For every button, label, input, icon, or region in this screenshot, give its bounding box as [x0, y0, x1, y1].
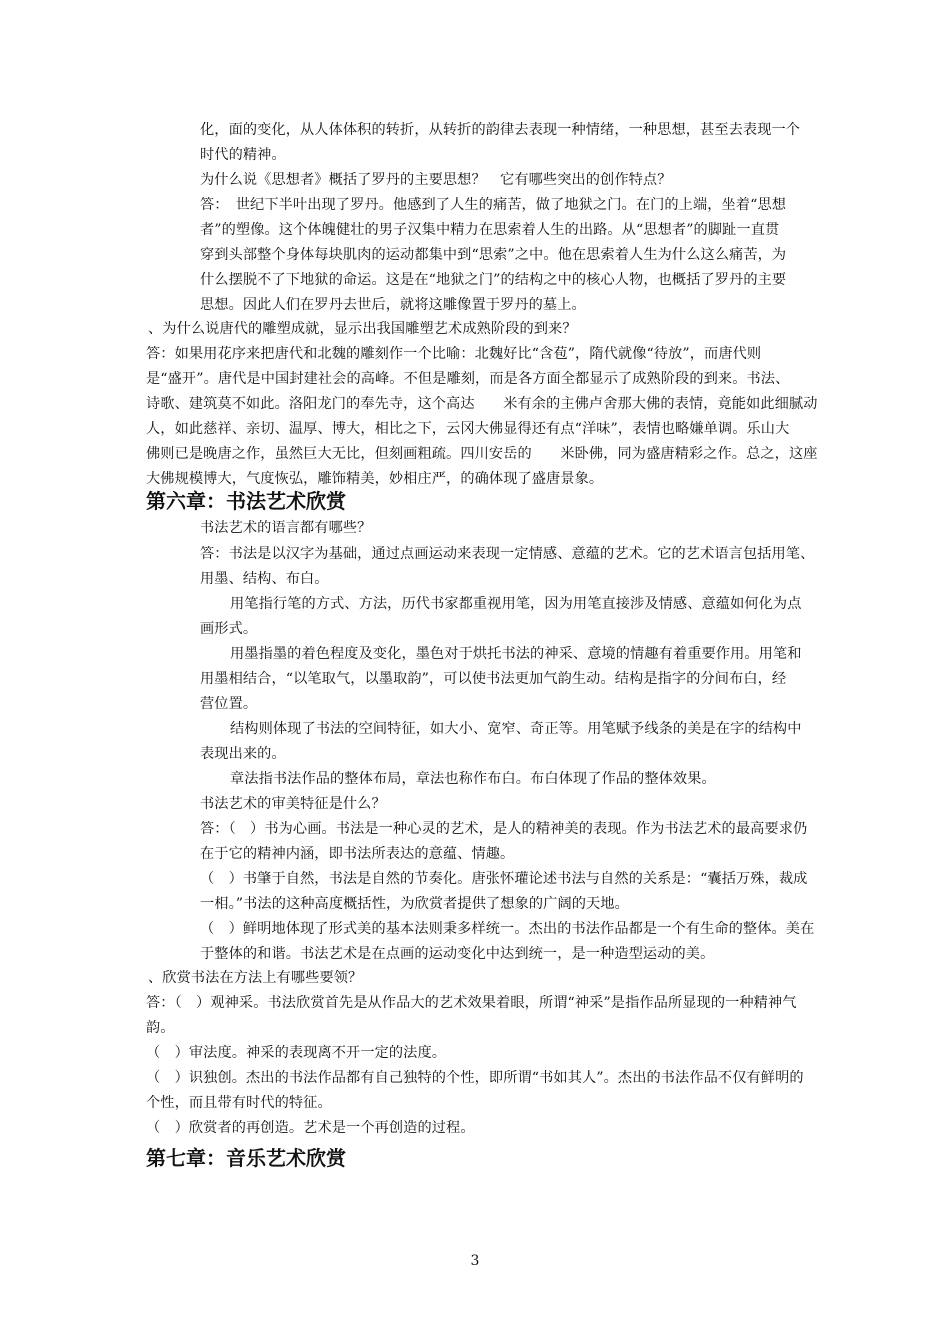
page-number: 3 — [470, 1253, 480, 1269]
text-line: 佛则已是晚唐之作，虽然巨大无比，但刻画粗疏。四川安岳的 米卧佛，同为盛唐精彩之作。总之，这座 — [146, 446, 818, 462]
text-line: 在于它的精神内涵，即书法所表达的意蕴、情趣。 — [200, 846, 515, 862]
text-line: 者”的塑像。这个体魄健壮的男子汉集中精力在思索着人生的出路。从“思想者”的脚趾一直贯 — [200, 222, 780, 238]
question-line: 、欣赏书法在方法上有哪些要领？ — [148, 970, 363, 986]
text-line: 是“盛开”。唐代是中国封建社会的高峰。不但是雕刻，而是各方面全都显示了成熟阶段的到来。书法、 — [146, 371, 790, 387]
text-line: 营位置。 — [200, 696, 258, 712]
question-line: 、为什么说唐代的雕塑成就，显示出我国雕塑艺术成熟阶段的到来？ — [148, 321, 577, 337]
answer-line: 答：（ ）观神采。书法欣赏首先是从作品大的艺术效果着眼，所谓“神采”是指作品所显现的一种精神气 — [146, 995, 797, 1011]
text-line: 人，如此慈祥、亲切、温厚、博大，相比之下，云冈大佛显得还有点“洋味”，表情也略嫌单调。乐山大 — [146, 421, 790, 437]
question-line: 为什么说《思想者》概括了罗丹的主要思想？ 它有哪些突出的创作特点？ — [200, 172, 672, 188]
text-line: 于整体的和谐。书法艺术是在点画的运动变化中达到统一，是一种造型运动的美。 — [200, 946, 715, 962]
text-line: （ ）审法度。神采的表现离不开一定的法度。 — [146, 1045, 447, 1061]
text-line: 章法指书法作品的整体布局，章法也称作布白。布白体现了作品的整体效果。 — [230, 771, 716, 787]
question-line: 书法艺术的语言都有哪些？ — [200, 520, 372, 536]
text-line: （ ）欣赏者的再创造。艺术是一个再创造的过程。 — [146, 1120, 475, 1136]
chapter-heading: 第七章：音乐艺术欣赏 — [146, 1146, 346, 1170]
text-line: （ ）鲜明地体现了形式美的基本法则秉多样统一。杰出的书法作品都是一个有生命的整体。美在 — [200, 921, 815, 937]
text-line: 结构则体现了书法的空间特征，如大小、宽窄、奇正等。用笔赋予线条的美是在字的结构中 — [230, 721, 802, 737]
text-line: （ ）书肇于自然，书法是自然的节奏化。唐张怀瓘论述书法与自然的关系是：“囊括万殊，裁成 — [200, 871, 808, 887]
text-line: 用笔指行笔的方式、方法，历代书家都重视用笔，因为用笔直接涉及情感、意蕴如何化为点 — [230, 596, 802, 612]
question-line: 书法艺术的审美特征是什么？ — [200, 796, 386, 812]
answer-line: 答： 世纪下半叶出现了罗丹。他感到了人生的痛苦，做了地狱之门。在门的上端，坐着“思想 — [200, 197, 787, 213]
text-line: 画形式。 — [200, 621, 258, 637]
text-line: 诗歌、建筑莫不如此。洛阳龙门的奉先寺，这个高达 米有余的主佛卢舍那大佛的表情，竟能如此细腻动 — [146, 396, 818, 412]
chapter-heading: 第六章：书法艺术欣赏 — [146, 489, 346, 513]
text-line: 穿到头部整个身体每块肌肉的运动都集中到“思索”之中。他在思索着人生为什么这么痛苦，为 — [200, 247, 787, 263]
text-line: 思想。因此人们在罗丹去世后，就将这雕像置于罗丹的墓上。 — [200, 297, 586, 313]
text-line: （ ）识独创。杰出的书法作品都有自己独特的个性，即所谓“书如其人”。杰出的书法作品不仅有鲜明的 — [146, 1070, 804, 1086]
text-line: 什么摆脱不了下地狱的命运。这是在“地狱之门”的结构之中的核心人物，也概括了罗丹的主要 — [200, 272, 787, 288]
text-line: 表现出来的。 — [200, 746, 286, 762]
text-line: 一相。”书法的这种高度概括性，为欣赏者提供了想象的广阔的天地。 — [200, 896, 629, 912]
text-line: 个性，而且带有时代的特征。 — [146, 1095, 332, 1111]
text-line: 大佛规模博大，气度恢弘，雕饰精美，妙相庄严，的确体现了盛唐景象。 — [146, 471, 604, 487]
answer-line: 答：书法是以汉字为基础，通过点画运动来表现一定情感、意蕴的艺术。它的艺术语言包括用笔、 — [200, 546, 815, 562]
text-line: 用墨相结合，“以笔取气，以墨取韵”，可以使书法更加气韵生动。结构是指字的分间布白，经 — [200, 671, 787, 687]
text-line: 韵。 — [146, 1020, 175, 1036]
text-line: 用墨、结构、布白。 — [200, 571, 329, 587]
text-line: 时代的精神。 — [200, 147, 286, 163]
text-line: 用墨指墨的着色程度及变化，墨色对于烘托书法的神采、意境的情趣有着重要作用。用笔和 — [230, 646, 802, 662]
answer-line: 答：如果用花序来把唐代和北魏的雕刻作一个比喻：北魏好比“含苞”，隋代就像“待放”，而唐代则 — [146, 346, 762, 362]
text-line: 化，面的变化，从人体体积的转折，从转折的韵律去表现一种情绪，一种思想，甚至去表现一个 — [200, 122, 801, 138]
answer-line: 答：（ ）书为心画。书法是一种心灵的艺术，是人的精神美的表现。作为书法艺术的最高要求仍 — [200, 821, 808, 837]
